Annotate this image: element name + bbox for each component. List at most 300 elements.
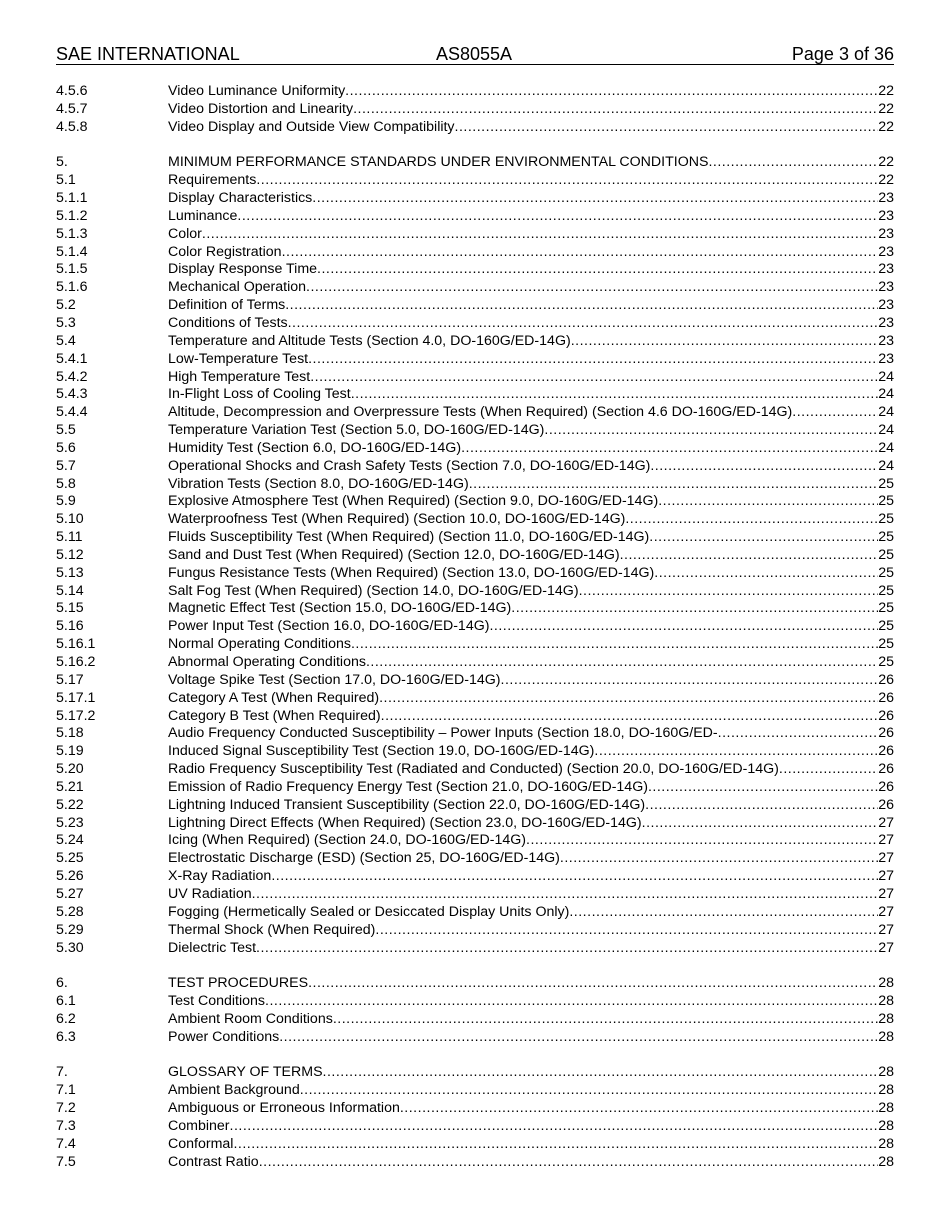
toc-section-number: 5.4.1 (56, 350, 88, 367)
toc-section-title[interactable]: Fluids Susceptibility Test (When Required) (Section 11.0, DO-160G/ED-14G) (168, 529, 650, 546)
toc-section-number: 5.25 (56, 850, 84, 867)
toc-page-number: 27 (878, 850, 894, 867)
toc-section-title[interactable]: Salt Fog Test (When Required) (Section 14.0, DO-160G/ED-14G) (168, 582, 579, 599)
toc-entry[interactable] (56, 708, 894, 726)
dot-leader (620, 547, 879, 565)
toc-entry-line (168, 636, 894, 654)
toc-entry-line (168, 779, 894, 797)
toc-entry-line (168, 190, 894, 208)
toc-entry[interactable] (56, 476, 894, 494)
toc-section-number: 5.6 (56, 439, 76, 456)
toc-section-title[interactable]: Vibration Tests (Section 8.0, DO-160G/ED-14G) (168, 475, 469, 492)
toc-entry[interactable] (56, 725, 894, 743)
toc-section-title[interactable]: Test Conditions (168, 993, 265, 1010)
toc-section-title[interactable]: Radio Frequency Susceptibility Test (Radiated and Conducted) (Section 20.0, DO-160G/ED-14G) (168, 761, 779, 778)
dot-leader (312, 190, 878, 208)
toc-section-title[interactable]: Audio Frequency Conducted Susceptibility – Power Inputs (Section 18.0, DO-160G/ED- (168, 725, 718, 742)
toc-section-title[interactable]: Icing (When Required) (Section 24.0, DO-160G/ED-14G) (168, 832, 526, 849)
toc-section-title[interactable]: Display Characteristics (168, 190, 313, 207)
toc-section-number: 5.18 (56, 725, 84, 742)
toc-entry[interactable] (56, 422, 894, 440)
toc-entry[interactable] (56, 940, 894, 958)
toc-section-number: 5.13 (56, 564, 84, 581)
toc-entry[interactable] (56, 369, 894, 387)
toc-entry[interactable] (56, 493, 894, 511)
toc-section-title[interactable]: Color Registration (168, 243, 282, 260)
dot-leader (650, 458, 878, 476)
toc-section-number: 7.5 (56, 1153, 76, 1170)
toc-entry[interactable] (56, 850, 894, 868)
toc-page-number: 28 (878, 1135, 894, 1152)
toc-page-number: 26 (878, 689, 894, 706)
toc-section-title[interactable]: Dielectric Test (168, 939, 257, 956)
toc-section-title[interactable]: Fogging (Hermetically Sealed or Desiccated Display Units Only) (168, 903, 570, 920)
toc-entry[interactable] (56, 886, 894, 904)
toc-page-number: 24 (878, 422, 894, 439)
dot-leader (333, 1011, 878, 1029)
toc-section-title[interactable]: Display Response Time (168, 261, 318, 278)
toc-page-number: 24 (878, 457, 894, 474)
toc-section-title[interactable]: Sand and Dust Test (When Required) (Section 12.0, DO-160G/ED-14G) (168, 546, 620, 563)
toc-section-number: 7.1 (56, 1082, 76, 1099)
toc-entry[interactable] (56, 690, 894, 708)
dot-leader (708, 154, 878, 172)
toc-entry-line (168, 672, 894, 690)
toc-section-title[interactable]: TEST PROCEDURES (168, 975, 309, 992)
toc-section-number: 5. (56, 154, 68, 171)
toc-section-title[interactable]: Video Luminance Uniformity (168, 83, 346, 99)
toc-section-title[interactable]: Ambiguous or Erroneous Information (168, 1100, 400, 1117)
dot-leader (351, 386, 879, 404)
dot-leader (569, 904, 878, 922)
toc-entry[interactable] (56, 1118, 894, 1136)
toc-section-number: 5.4.3 (56, 386, 88, 403)
dot-leader (256, 172, 878, 190)
dot-leader (400, 1100, 878, 1118)
toc-entry[interactable] (56, 797, 894, 815)
toc-entry[interactable] (56, 743, 894, 761)
toc-entry-line (168, 279, 894, 297)
toc-entry-line (168, 333, 894, 351)
toc-section-title[interactable]: Contrast Ratio (168, 1153, 259, 1170)
toc-section-title[interactable]: Video Display and Outside View Compatibility (168, 118, 455, 135)
toc-entry-line (168, 815, 894, 833)
toc-section-number: 5.8 (56, 475, 76, 492)
toc-section-title[interactable]: Electrostatic Discharge (ESD) (Section 25, DO-160G/ED-14G) (168, 850, 560, 867)
toc-entry-line (168, 600, 894, 618)
toc-page-number: 23 (878, 190, 894, 207)
dot-leader (718, 725, 879, 743)
dot-leader (375, 922, 878, 940)
toc-section-number: 7.4 (56, 1135, 76, 1152)
toc-page-number: 23 (878, 243, 894, 260)
toc-entry-line (168, 440, 894, 458)
toc-section-title[interactable]: Waterproofness Test (When Required) (Section 10.0, DO-160G/ED-14G) (168, 511, 626, 528)
toc-entry[interactable] (56, 547, 894, 565)
toc-section-number: 5.16.1 (56, 636, 96, 653)
toc-section-title[interactable]: Operational Shocks and Crash Safety Tests (Section 7.0, DO-160G/ED-14G) (168, 457, 651, 474)
toc-section-title[interactable]: Voltage Spike Test (Section 17.0, DO-160G/ED-14G) (168, 671, 501, 688)
toc-section-number: 5.30 (56, 939, 84, 956)
toc-entry[interactable] (56, 1011, 894, 1029)
toc-section-number: 5.22 (56, 796, 84, 813)
dot-leader (279, 1029, 878, 1047)
toc-page-number: 23 (878, 314, 894, 331)
toc-entry-line (168, 493, 894, 511)
toc-section-number: 5.19 (56, 743, 84, 760)
toc-section-number: 5.4 (56, 332, 76, 349)
toc-page-number: 26 (878, 671, 894, 688)
toc-section-number: 5.28 (56, 903, 84, 920)
toc-section-title[interactable]: Thermal Shock (When Required) (168, 921, 376, 938)
dot-leader (353, 101, 878, 119)
toc-section-title[interactable]: MINIMUM PERFORMANCE STANDARDS UNDER ENVIRONMENTAL CONDITIONS (168, 154, 709, 171)
toc-entry-line (168, 369, 894, 387)
toc-page-number: 25 (878, 529, 894, 546)
toc-entry[interactable] (56, 1154, 894, 1172)
toc-entry-line (168, 583, 894, 601)
dot-leader (351, 636, 878, 654)
toc-section-title[interactable]: UV Radiation (168, 885, 252, 902)
toc-section-title[interactable]: Category B Test (When Required) (168, 707, 381, 724)
dot-leader (345, 83, 878, 101)
dot-leader (366, 654, 878, 672)
dot-leader (526, 832, 878, 850)
toc-section-number: 5.27 (56, 885, 84, 902)
toc-entry-line (168, 618, 894, 636)
toc-entry[interactable] (56, 600, 894, 618)
toc-section-title[interactable]: High Temperature Test (168, 368, 311, 385)
toc-page-number: 24 (878, 439, 894, 456)
toc-page-number: 26 (878, 761, 894, 778)
dot-leader (489, 618, 878, 636)
toc-page-number: 23 (878, 350, 894, 367)
toc-entry[interactable] (56, 779, 894, 797)
dot-leader (381, 708, 879, 726)
toc-section-title[interactable]: Temperature and Altitude Tests (Section 4.0, DO-160G/ED-14G) (168, 332, 571, 349)
toc-page-number: 25 (878, 564, 894, 581)
page-header (56, 44, 894, 65)
dot-leader (544, 422, 878, 440)
toc-entry-line (168, 868, 894, 886)
toc-section-number: 7. (56, 1064, 68, 1081)
toc-section-title[interactable]: Power Conditions (168, 1028, 280, 1045)
toc-page-number: 24 (878, 386, 894, 403)
toc-section-title[interactable]: Category A Test (When Required) (168, 689, 380, 706)
toc-section-number: 6. (56, 975, 68, 992)
toc-entry-line (168, 743, 894, 761)
toc-page-number: 22 (878, 83, 894, 99)
toc-section-title[interactable]: Conformal (168, 1135, 234, 1152)
toc-entry[interactable] (56, 119, 894, 137)
toc-page-number: 28 (878, 1082, 894, 1099)
toc-entry-line (168, 940, 894, 958)
dot-leader (310, 369, 878, 387)
toc-entry[interactable] (56, 190, 894, 208)
dot-leader (323, 1064, 879, 1082)
toc-section-number: 5.1.6 (56, 279, 88, 296)
toc-entry-line (168, 654, 894, 672)
toc-entry[interactable] (56, 654, 894, 672)
toc-section-number: 5.16 (56, 618, 84, 635)
toc-section-number: 5.10 (56, 511, 84, 528)
toc-page-number: 28 (878, 975, 894, 992)
toc-section-title[interactable]: Combiner (168, 1117, 230, 1134)
toc-entry[interactable] (56, 279, 894, 297)
toc-section-title[interactable]: GLOSSARY OF TERMS (168, 1064, 323, 1081)
toc-entry[interactable] (56, 636, 894, 654)
toc-section-number: 5.17 (56, 671, 84, 688)
toc-section-title[interactable]: Lightning Direct Effects (When Required) (Section 23.0, DO-160G/ED-14G) (168, 814, 642, 831)
toc-section-title[interactable]: Abnormal Operating Conditions (168, 654, 366, 670)
toc-page-number: 25 (878, 475, 894, 492)
toc-section-number: 5.21 (56, 778, 84, 795)
toc-entry[interactable] (56, 333, 894, 351)
section-spacer (56, 137, 894, 155)
dot-leader (649, 529, 878, 547)
toc-entry-line (168, 315, 894, 333)
toc-entry[interactable] (56, 351, 894, 369)
toc-section-title[interactable]: Color (168, 225, 202, 242)
toc-entry-line (168, 725, 894, 743)
toc-entry[interactable] (56, 618, 894, 636)
dot-leader (202, 226, 878, 244)
toc-entry-line (168, 476, 894, 494)
toc-entry[interactable] (56, 1029, 894, 1047)
dot-leader (282, 244, 879, 262)
dot-leader (648, 779, 878, 797)
toc-entry[interactable] (56, 208, 894, 226)
toc-entry-line (168, 1154, 894, 1172)
toc-section-title[interactable]: Altitude, Decompression and Overpressure Tests (When Required) (Section 4.6 DO-160G/ED-14G) (168, 404, 793, 421)
toc-page-number: 27 (878, 868, 894, 885)
toc-section-number: 5.12 (56, 546, 84, 563)
dot-leader (306, 279, 878, 297)
toc-page-number: 26 (878, 743, 894, 760)
toc-page-number: 23 (878, 207, 894, 224)
dot-leader (469, 476, 879, 494)
toc-entry-line (168, 886, 894, 904)
dot-leader (779, 761, 878, 779)
dot-leader (594, 743, 878, 761)
toc-section-title[interactable]: Lightning Induced Transient Susceptibility (Section 22.0, DO-160G/ED-14G) (168, 796, 646, 813)
dot-leader (571, 333, 879, 351)
toc-entry[interactable] (56, 583, 894, 601)
toc-section-title[interactable]: Fungus Resistance Tests (When Required) (Section 13.0, DO-160G/ED-14G) (168, 564, 655, 581)
toc-section-title[interactable]: Low-Temperature Test (168, 350, 309, 367)
toc-section-title[interactable]: Normal Operating Conditions (168, 636, 351, 653)
toc-entry-line (168, 83, 894, 101)
toc-entry[interactable] (56, 315, 894, 333)
toc-section-title[interactable]: Emission of Radio Frequency Energy Test (Section 21.0, DO-160G/ED-14G) (168, 778, 648, 795)
toc-entry-line (168, 458, 894, 476)
toc-entry-line (168, 404, 894, 422)
toc-entry-line (168, 119, 894, 137)
toc-section-number: 5.14 (56, 582, 84, 599)
toc-entry-line (168, 904, 894, 922)
toc-section-number: 5.26 (56, 868, 84, 885)
toc-entry-line (168, 1011, 894, 1029)
toc-entry[interactable] (56, 458, 894, 476)
dot-leader (642, 815, 879, 833)
toc-page-number: 25 (878, 493, 894, 510)
toc-page-number: 25 (878, 511, 894, 528)
toc-section-number: 5.4.2 (56, 368, 88, 385)
toc-entry[interactable] (56, 993, 894, 1011)
dot-leader (285, 297, 878, 315)
toc-entry-line (168, 1082, 894, 1100)
toc-section-title[interactable]: Ambient Room Conditions (168, 1010, 333, 1027)
toc-page-number: 22 (878, 172, 894, 189)
toc-page-number: 27 (878, 939, 894, 956)
dot-leader (265, 993, 878, 1011)
toc-entry[interactable] (56, 1100, 894, 1118)
toc-section-title[interactable]: Conditions of Tests (168, 314, 288, 331)
toc-page-number: 23 (878, 279, 894, 296)
toc-entry[interactable] (56, 440, 894, 458)
toc-section-title[interactable]: Explosive Atmosphere Test (When Required) (Section 9.0, DO-160G/ED-14G) (168, 493, 659, 510)
toc-entry[interactable] (56, 101, 894, 119)
toc-section-title[interactable]: Magnetic Effect Test (Section 15.0, DO-160G/ED-14G) (168, 600, 512, 617)
toc-section-number: 5.16.2 (56, 654, 96, 670)
toc-entry[interactable] (56, 386, 894, 404)
toc-entry[interactable] (56, 226, 894, 244)
toc-page-number: 25 (878, 582, 894, 599)
toc-page-number: 28 (878, 1117, 894, 1134)
dot-leader (455, 119, 879, 137)
toc-entry[interactable] (56, 297, 894, 315)
toc-section-number: 4.5.6 (56, 83, 88, 99)
toc-page-number: 28 (878, 1153, 894, 1170)
section-spacer (56, 957, 894, 975)
toc-entry[interactable] (56, 1136, 894, 1154)
section-spacer (56, 1047, 894, 1065)
toc-entry-line (168, 547, 894, 565)
toc-entry-line (168, 511, 894, 529)
toc-entry[interactable] (56, 832, 894, 850)
toc-page-number: 24 (878, 368, 894, 385)
toc-entry-line (168, 101, 894, 119)
dot-leader (658, 493, 878, 511)
toc-section-number: 5.4.4 (56, 404, 88, 421)
toc-page-number: 26 (878, 796, 894, 813)
toc-section-title[interactable]: Induced Signal Susceptibility Test (Section 19.0, DO-160G/ED-14G) (168, 743, 595, 760)
toc-section-number: 5.2 (56, 297, 76, 314)
toc-section-number: 5.1.3 (56, 225, 88, 242)
toc-page-number: 22 (878, 100, 894, 117)
toc-entry[interactable] (56, 244, 894, 262)
toc-entry[interactable] (56, 1082, 894, 1100)
toc-page-number: 28 (878, 1028, 894, 1045)
toc-section-number: 6.3 (56, 1028, 76, 1045)
toc-page-number: 24 (878, 404, 894, 421)
toc-entry-line (168, 761, 894, 779)
toc-entry[interactable] (56, 815, 894, 833)
toc-entry[interactable] (56, 904, 894, 922)
toc-section-title[interactable]: Power Input Test (Section 16.0, DO-160G/ED-14G) (168, 618, 490, 635)
dot-leader (501, 672, 879, 690)
toc-section-title[interactable]: Video Distortion and Linearity (168, 100, 354, 117)
toc-entry[interactable] (56, 761, 894, 779)
toc-entry[interactable] (56, 1064, 894, 1082)
toc-entry-line (168, 261, 894, 279)
toc-section-title[interactable]: Requirements (168, 172, 257, 189)
toc-entry-line (168, 297, 894, 315)
toc-section-number: 4.5.8 (56, 118, 88, 135)
toc-entry[interactable] (56, 672, 894, 690)
dot-leader (271, 868, 878, 886)
toc-section-number: 5.17.1 (56, 689, 96, 706)
toc-section-number: 5.1 (56, 172, 76, 189)
toc-section-title[interactable]: Temperature Variation Test (Section 5.0, DO-160G/ED-14G) (168, 422, 545, 439)
toc-section-title[interactable]: Definition of Terms (168, 297, 286, 314)
toc-entry-line (168, 386, 894, 404)
dot-leader (230, 1118, 879, 1136)
dot-leader (579, 583, 879, 601)
toc-section-number: 5.1.2 (56, 207, 88, 224)
toc-section-title[interactable]: Ambient Background (168, 1082, 300, 1099)
dot-leader (560, 850, 878, 868)
toc-section-number: 5.1.5 (56, 261, 88, 278)
toc-entry-line (168, 1100, 894, 1118)
toc-entry-line (168, 690, 894, 708)
toc-entry-line (168, 797, 894, 815)
toc-entry-line (168, 975, 894, 993)
dot-leader (645, 797, 878, 815)
toc-section-number: 5.11 (56, 529, 83, 546)
dot-leader (308, 351, 878, 369)
toc-entry[interactable] (56, 154, 894, 172)
toc-entry[interactable] (56, 83, 894, 101)
toc-entry[interactable] (56, 511, 894, 529)
toc-page-number: 25 (878, 618, 894, 635)
toc-page-number: 22 (878, 118, 894, 135)
toc-section-title[interactable]: Luminance (168, 207, 238, 224)
toc-entry[interactable] (56, 404, 894, 422)
toc-page-number: 25 (878, 636, 894, 653)
toc-entry[interactable] (56, 975, 894, 993)
dot-leader (625, 511, 878, 529)
toc-entry[interactable] (56, 261, 894, 279)
dot-leader (654, 565, 878, 583)
toc-entry[interactable] (56, 529, 894, 547)
dot-leader (237, 208, 878, 226)
dot-leader (461, 440, 878, 458)
dot-leader (288, 315, 879, 333)
toc-entry-line (168, 226, 894, 244)
dot-leader (252, 886, 879, 904)
toc-section-title[interactable]: Humidity Test (Section 6.0, DO-160G/ED-14G) (168, 439, 462, 456)
toc-entry[interactable] (56, 172, 894, 190)
toc-page-number: 26 (878, 778, 894, 795)
toc-page-number: 25 (878, 600, 894, 617)
toc-section-title[interactable]: In-Flight Loss of Cooling Test (168, 386, 351, 403)
toc-page-number: 26 (878, 725, 894, 742)
toc-section-number: 5.17.2 (56, 707, 96, 724)
toc-entry-line (168, 565, 894, 583)
toc-entry-line (168, 351, 894, 369)
toc-section-number: 5.1.4 (56, 243, 88, 260)
dot-leader (256, 940, 878, 958)
toc-section-title[interactable]: Mechanical Operation (168, 279, 307, 296)
toc-page-number: 22 (878, 154, 894, 171)
toc-entry[interactable] (56, 868, 894, 886)
toc-entry[interactable] (56, 565, 894, 583)
toc-section-number: 5.24 (56, 832, 84, 849)
toc-section-title[interactable]: X-Ray Radiation (168, 868, 272, 885)
toc-entry[interactable] (56, 922, 894, 940)
toc-page-number: 28 (878, 1064, 894, 1081)
